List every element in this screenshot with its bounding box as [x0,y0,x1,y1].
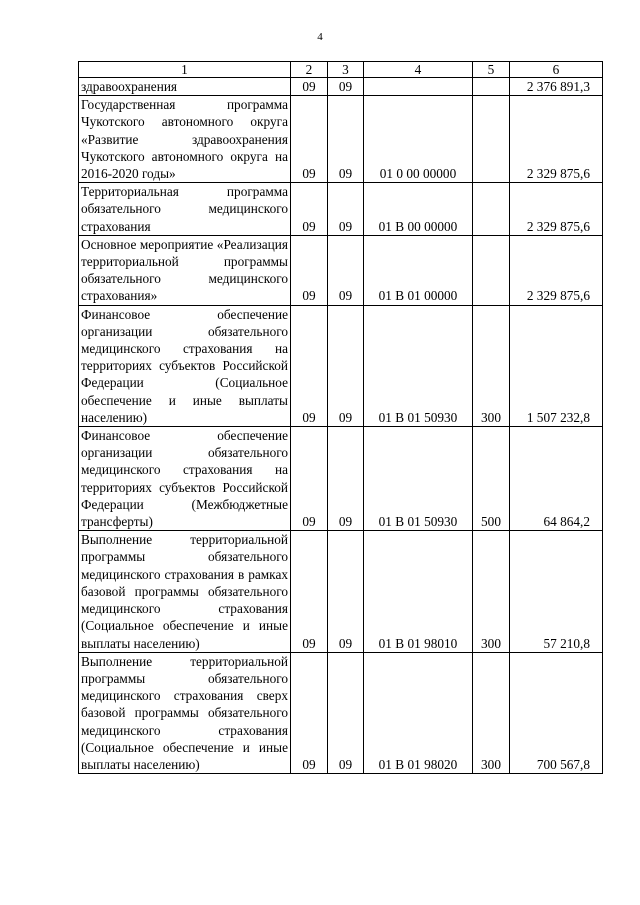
section-code: 09 [291,183,328,236]
column-header: 2 [291,62,328,78]
subsection-code: 09 [328,305,364,426]
target-article-code: 01 В 01 00000 [364,235,473,305]
table-row [79,305,603,426]
target-article-code [364,78,473,96]
section-code: 09 [291,305,328,426]
amount: 2 329 875,6 [510,96,603,183]
expense-type-code: 300 [473,305,510,426]
table-row [79,427,603,531]
subsection-code: 09 [328,427,364,531]
column-header: 3 [328,62,364,78]
section-code: 09 [291,531,328,652]
target-article-code: 01 В 00 00000 [364,183,473,236]
amount: 2 329 875,6 [510,183,603,236]
row-name: Выполнение территориальной программы обязательного медицинского страхования в рамках базовой программы обязательного медицинского страхования (Социальное обеспечение и иные выплаты населению) [79,531,291,652]
row-name: Финансовое обеспечение организации обязательного медицинского страхования на территориях субъектов Российской Федерации (Социальное обеспечение и иные выплаты населению) [79,305,291,426]
subsection-code: 09 [328,183,364,236]
expense-type-code [473,96,510,183]
row-name: здравоохранения [79,78,291,96]
table-row [79,78,603,96]
table-row [79,235,603,305]
subsection-code: 09 [328,78,364,96]
row-name: Основное мероприятие «Реализация территориальной программы обязательного медицинского страхования» [79,235,291,305]
amount: 64 864,2 [510,427,603,531]
expense-type-code: 500 [473,427,510,531]
column-header: 4 [364,62,473,78]
row-name: Финансовое обеспечение организации обязательного медицинского страхования на территориях субъектов Российской Федерации (Межбюджетные трансферты) [79,427,291,531]
table-header-row [79,62,603,78]
section-code: 09 [291,96,328,183]
subsection-code: 09 [328,235,364,305]
subsection-code: 09 [328,96,364,183]
table-row [79,652,603,773]
target-article-code: 01 В 01 98020 [364,652,473,773]
table-row [79,531,603,652]
amount: 2 329 875,6 [510,235,603,305]
expense-type-code [473,235,510,305]
expense-type-code: 300 [473,531,510,652]
expense-type-code [473,183,510,236]
amount: 1 507 232,8 [510,305,603,426]
target-article-code: 01 В 01 50930 [364,305,473,426]
row-name: Территориальная программа обязательного медицинского страхования [79,183,291,236]
column-header: 5 [473,62,510,78]
column-header: 1 [79,62,291,78]
amount: 2 376 891,3 [510,78,603,96]
section-code: 09 [291,78,328,96]
column-header: 6 [510,62,603,78]
section-code: 09 [291,652,328,773]
expense-type-code: 300 [473,652,510,773]
section-code: 09 [291,427,328,531]
budget-table [78,61,603,774]
target-article-code: 01 0 00 00000 [364,96,473,183]
page-number: 4 [317,31,323,43]
subsection-code: 09 [328,652,364,773]
expense-type-code [473,78,510,96]
amount: 57 210,8 [510,531,603,652]
section-code: 09 [291,235,328,305]
table-row [79,183,603,236]
amount: 700 567,8 [510,652,603,773]
target-article-code: 01 В 01 50930 [364,427,473,531]
table-row [79,96,603,183]
row-name: Выполнение территориальной программы обязательного медицинского страхования сверх базовой программы обязательного медицинского страхования (Социальное обеспечение и иные выплаты населению) [79,652,291,773]
subsection-code: 09 [328,531,364,652]
row-name: Государственная программа Чукотского автономного округа «Развитие здравоохранения Чукотского автономного округа на 2016-2020 годы» [79,96,291,183]
target-article-code: 01 В 01 98010 [364,531,473,652]
